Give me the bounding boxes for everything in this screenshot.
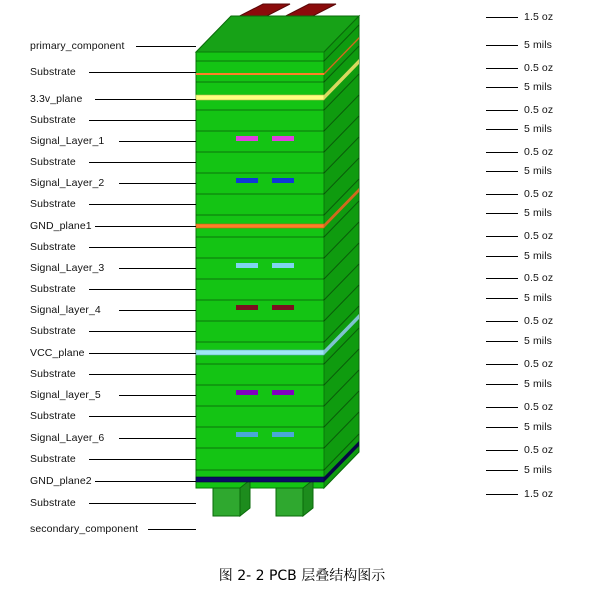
tick-line: [486, 110, 518, 111]
layer-label-left: Signal_Layer_2: [30, 177, 105, 189]
thickness-label-right: 5 mils: [524, 81, 553, 93]
leader-line: [136, 46, 196, 47]
layer-label-left: Signal_layer_5: [30, 389, 101, 401]
layer-label-left: Signal_Layer_3: [30, 262, 105, 274]
layer-label-left: Substrate: [30, 497, 76, 509]
leader-line: [95, 99, 196, 100]
tick-line: [486, 427, 518, 428]
leader-line: [119, 268, 196, 269]
thickness-label-right: 0.5 oz: [524, 146, 554, 158]
thickness-label-right: 5 mils: [524, 464, 553, 476]
layer-label-left: Substrate: [30, 325, 76, 337]
thickness-label-right: 5 mils: [524, 165, 553, 177]
layer-label-left: Substrate: [30, 453, 76, 465]
tick-line: [486, 470, 518, 471]
layer-label-left: secondary_component: [30, 523, 139, 535]
thickness-label-right: 5 mils: [524, 421, 553, 433]
thickness-label-right: 0.5 oz: [524, 272, 554, 284]
layer-label-left: GND_plane2: [30, 475, 92, 487]
tick-line: [486, 341, 518, 342]
layer-label-left: Substrate: [30, 198, 76, 210]
leader-line: [89, 416, 196, 417]
thickness-label-right: 5 mils: [524, 378, 553, 390]
tick-line: [486, 194, 518, 195]
leader-line: [89, 120, 196, 121]
thickness-label-right: 0.5 oz: [524, 188, 554, 200]
leader-line: [89, 162, 196, 163]
layer-label-left: Substrate: [30, 283, 76, 295]
tick-line: [486, 17, 518, 18]
thickness-label-right: 5 mils: [524, 250, 553, 262]
leader-line: [89, 331, 196, 332]
thickness-label-right: 0.5 oz: [524, 230, 554, 242]
leader-line: [119, 310, 196, 311]
thickness-label-right: 5 mils: [524, 207, 553, 219]
layer-label-left: Signal_Layer_1: [30, 135, 105, 147]
tick-line: [486, 171, 518, 172]
thickness-label-right: 1.5 oz: [524, 11, 554, 23]
tick-line: [486, 278, 518, 279]
layer-label-left: Substrate: [30, 368, 76, 380]
thickness-label-right: 0.5 oz: [524, 315, 554, 327]
leader-line: [119, 141, 196, 142]
figure-caption: 图 2- 2 PCB 层叠结构图示: [218, 568, 386, 584]
tick-line: [486, 321, 518, 322]
leader-line: [89, 247, 196, 248]
layer-label-left: Substrate: [30, 114, 76, 126]
tick-line: [486, 87, 518, 88]
leader-line: [95, 481, 196, 482]
layer-label-left: primary_component: [30, 40, 125, 52]
layer-label-left: Signal_layer_4: [30, 304, 101, 316]
leader-line: [89, 204, 196, 205]
tick-line: [486, 68, 518, 69]
leader-line: [89, 374, 196, 375]
thickness-label-right: 0.5 oz: [524, 104, 554, 116]
thickness-label-right: 1.5 oz: [524, 488, 554, 500]
tick-line: [486, 407, 518, 408]
tick-line: [486, 45, 518, 46]
leader-line: [89, 353, 196, 354]
thickness-label-right: 5 mils: [524, 39, 553, 51]
tick-line: [486, 129, 518, 130]
leader-line: [89, 289, 196, 290]
leader-line: [119, 183, 196, 184]
layer-label-left: Substrate: [30, 66, 76, 78]
secondary-component-right: [276, 488, 303, 516]
thickness-label-right: 5 mils: [524, 292, 553, 304]
tick-line: [486, 364, 518, 365]
secondary-component-left: [213, 488, 240, 516]
layer-label-left: VCC_plane: [30, 347, 85, 359]
tick-line: [486, 236, 518, 237]
layer-label-left: 3.3v_plane: [30, 93, 83, 105]
layer-label-left: Substrate: [30, 156, 76, 168]
tick-line: [486, 384, 518, 385]
leader-line: [148, 529, 196, 530]
tick-line: [486, 450, 518, 451]
tick-line: [486, 152, 518, 153]
leader-line: [119, 438, 196, 439]
thickness-label-right: 5 mils: [524, 123, 553, 135]
thickness-label-right: 0.5 oz: [524, 62, 554, 74]
thickness-label-right: 0.5 oz: [524, 358, 554, 370]
leader-line: [89, 459, 196, 460]
tick-line: [486, 494, 518, 495]
leader-line: [95, 226, 196, 227]
thickness-label-right: 0.5 oz: [524, 444, 554, 456]
layer-label-left: Substrate: [30, 241, 76, 253]
leader-line: [89, 72, 196, 73]
layer-label-left: Substrate: [30, 410, 76, 422]
tick-line: [486, 213, 518, 214]
board-front-face: [196, 52, 324, 488]
leader-line: [119, 395, 196, 396]
layer-label-left: Signal_Layer_6: [30, 432, 105, 444]
tick-line: [486, 298, 518, 299]
thickness-label-right: 0.5 oz: [524, 401, 554, 413]
thickness-label-right: 5 mils: [524, 335, 553, 347]
layer-label-left: GND_plane1: [30, 220, 92, 232]
tick-line: [486, 256, 518, 257]
leader-line: [89, 503, 196, 504]
